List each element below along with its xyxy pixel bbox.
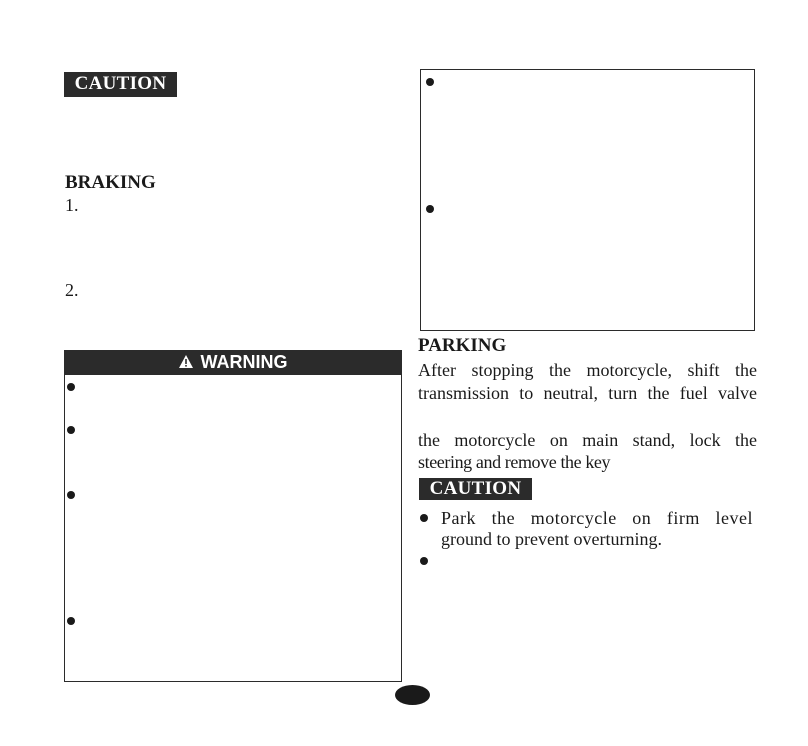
caution-badge-left [64, 72, 177, 97]
caution-label-right: CAUTION [429, 478, 522, 499]
parking-paragraph-line-1: After stopping the motorcycle, shift the [418, 360, 757, 380]
braking-item-number-2: 2. [65, 280, 79, 300]
warning-label: WARNING [200, 352, 288, 372]
note-bullet-2 [426, 205, 434, 213]
warning-bullet-4 [67, 617, 75, 625]
parking-paragraph-line-4: steering and remove the key [418, 452, 611, 472]
warning-triangle-icon [179, 355, 193, 368]
caution-badge-right [419, 478, 532, 500]
right-note-box [420, 69, 755, 331]
braking-heading: BRAKING [65, 172, 156, 193]
caution-bullet-1 [420, 514, 428, 522]
warning-header [65, 351, 401, 375]
caution-item-1-line-1: Park the motorcycle on firm level [441, 508, 753, 528]
braking-item-number-1: 1. [65, 195, 79, 215]
parking-paragraph-line-3: the motorcycle on main stand, lock the [418, 430, 757, 450]
parking-paragraph-line-2: transmission to neutral, turn the fuel valve [418, 383, 757, 403]
note-bullet-1 [426, 78, 434, 86]
warning-bullet-1 [67, 383, 75, 391]
warning-bullet-3 [67, 491, 75, 499]
warning-bullet-2 [67, 426, 75, 434]
caution-label: CAUTION [74, 73, 167, 94]
page-number-oval [395, 685, 430, 705]
caution-item-1-line-2: ground to prevent overturning. [441, 529, 662, 549]
caution-bullet-2 [420, 557, 428, 565]
parking-heading: PARKING [418, 335, 507, 356]
warning-box [64, 350, 402, 682]
